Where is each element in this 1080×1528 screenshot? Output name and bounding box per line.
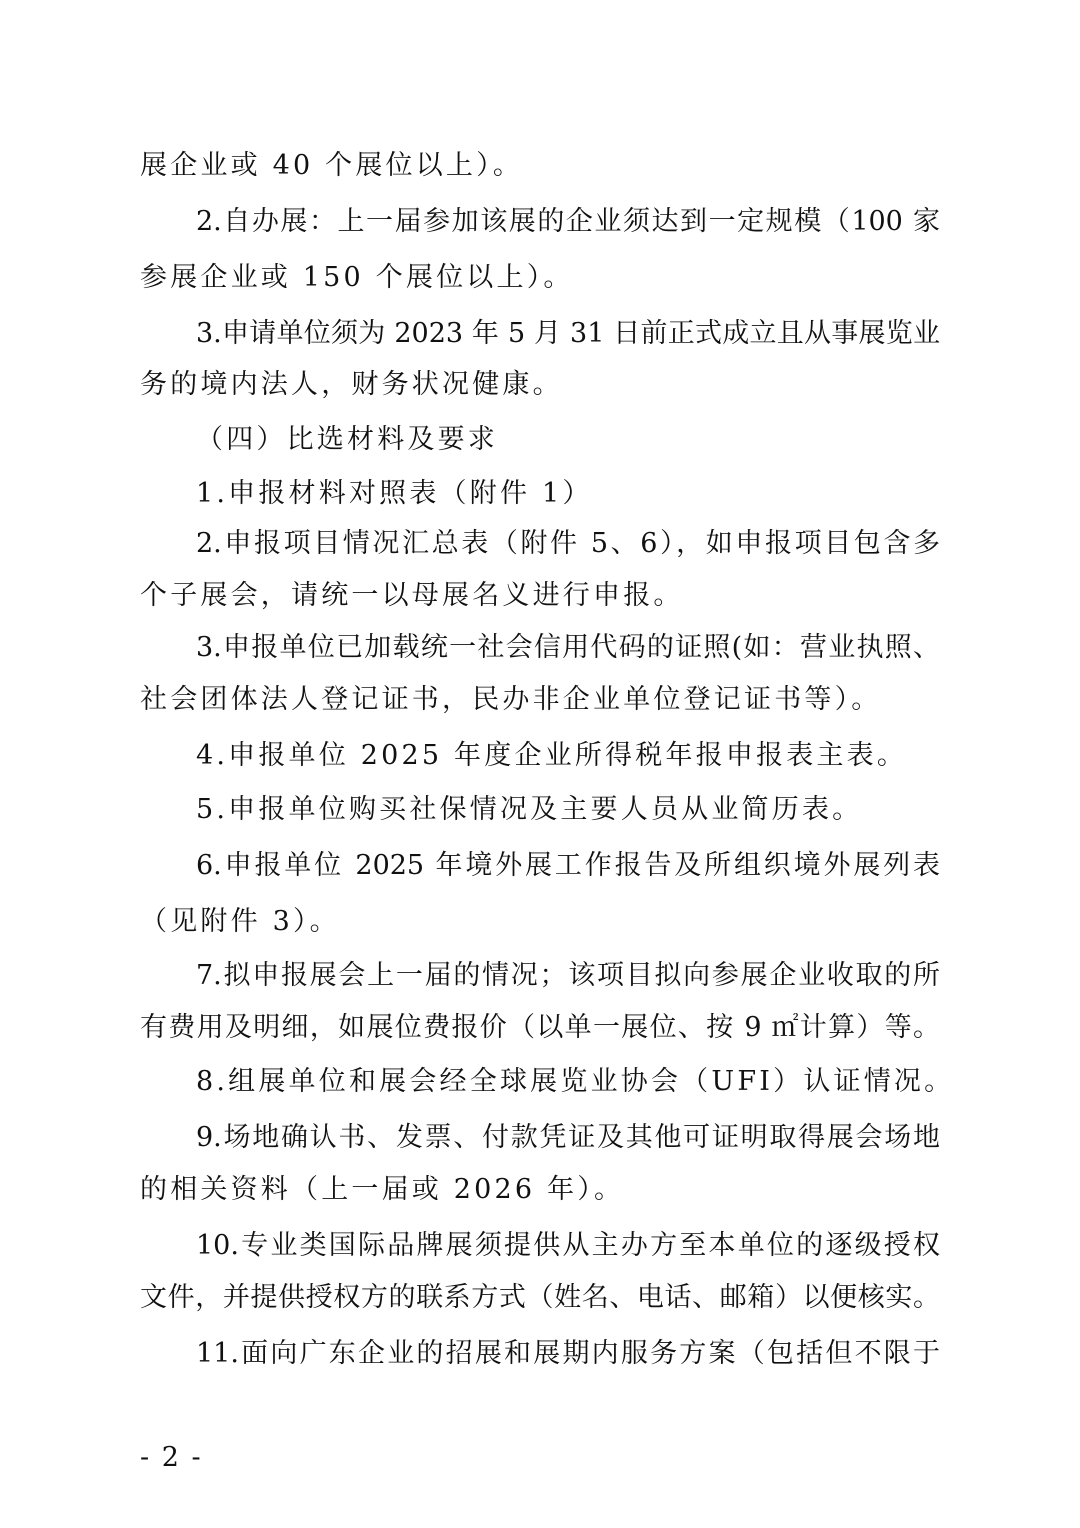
text-line: 8.组展单位和展会经全球展览业协会（UFI）认证情况。 — [196, 1066, 955, 1097]
section-heading: （四）比选材料及要求 — [196, 424, 498, 455]
page-number: - 2 - — [140, 1442, 203, 1473]
text-line: 展企业或 40 个展位以上）。 — [140, 150, 524, 181]
text-line: 务的境内法人，财务状况健康。 — [140, 369, 563, 400]
text-line: 2.申报项目情况汇总表（附件 5、6），如申报项目包含多 — [196, 528, 940, 559]
text-line: （见附件 3）。 — [140, 906, 340, 937]
text-line: 5.申报单位购买社保情况及主要人员从业简历表。 — [196, 794, 863, 825]
text-line: 7.拟申报展会上一届的情况；该项目拟向参展企业收取的所 — [196, 960, 940, 991]
text-line: 的相关资料（上一届或 2026 年）。 — [140, 1174, 625, 1205]
text-line: 个子展会，请统一以母展名义进行申报。 — [140, 580, 684, 611]
text-line: 6.申报单位 2025 年境外展工作报告及所组织境外展列表 — [196, 850, 940, 881]
text-line: 2.自办展：上一届参加该展的企业须达到一定规模（100 家 — [196, 206, 940, 237]
text-line: 参展企业或 150 个展位以上）。 — [140, 262, 574, 293]
text-line: 3.申报单位已加载统一社会信用代码的证照(如：营业执照、 — [196, 632, 940, 663]
text-line: 10.专业类国际品牌展须提供从主办方至本单位的逐级授权 — [196, 1230, 940, 1261]
text-line: 1.申报材料对照表（附件 1） — [196, 478, 593, 509]
text-line: 文件，并提供授权方的联系方式（姓名、电话、邮箱）以便核实。 — [140, 1282, 940, 1313]
text-line: 4.申报单位 2025 年度企业所得税年报申报表主表。 — [196, 740, 908, 771]
text-line: 3.申请单位须为 2023 年 5 月 31 日前正式成立且从事展览业 — [196, 318, 940, 349]
text-line: 11.面向广东企业的招展和展期内服务方案（包括但不限于 — [196, 1338, 940, 1369]
text-line: 9.场地确认书、发票、付款凭证及其他可证明取得展会场地 — [196, 1122, 940, 1153]
text-line: 社会团体法人登记证书，民办非企业单位登记证书等）。 — [140, 684, 882, 715]
text-line: 有费用及明细，如展位费报价（以单一展位、按 9 ㎡计算）等。 — [140, 1012, 940, 1043]
